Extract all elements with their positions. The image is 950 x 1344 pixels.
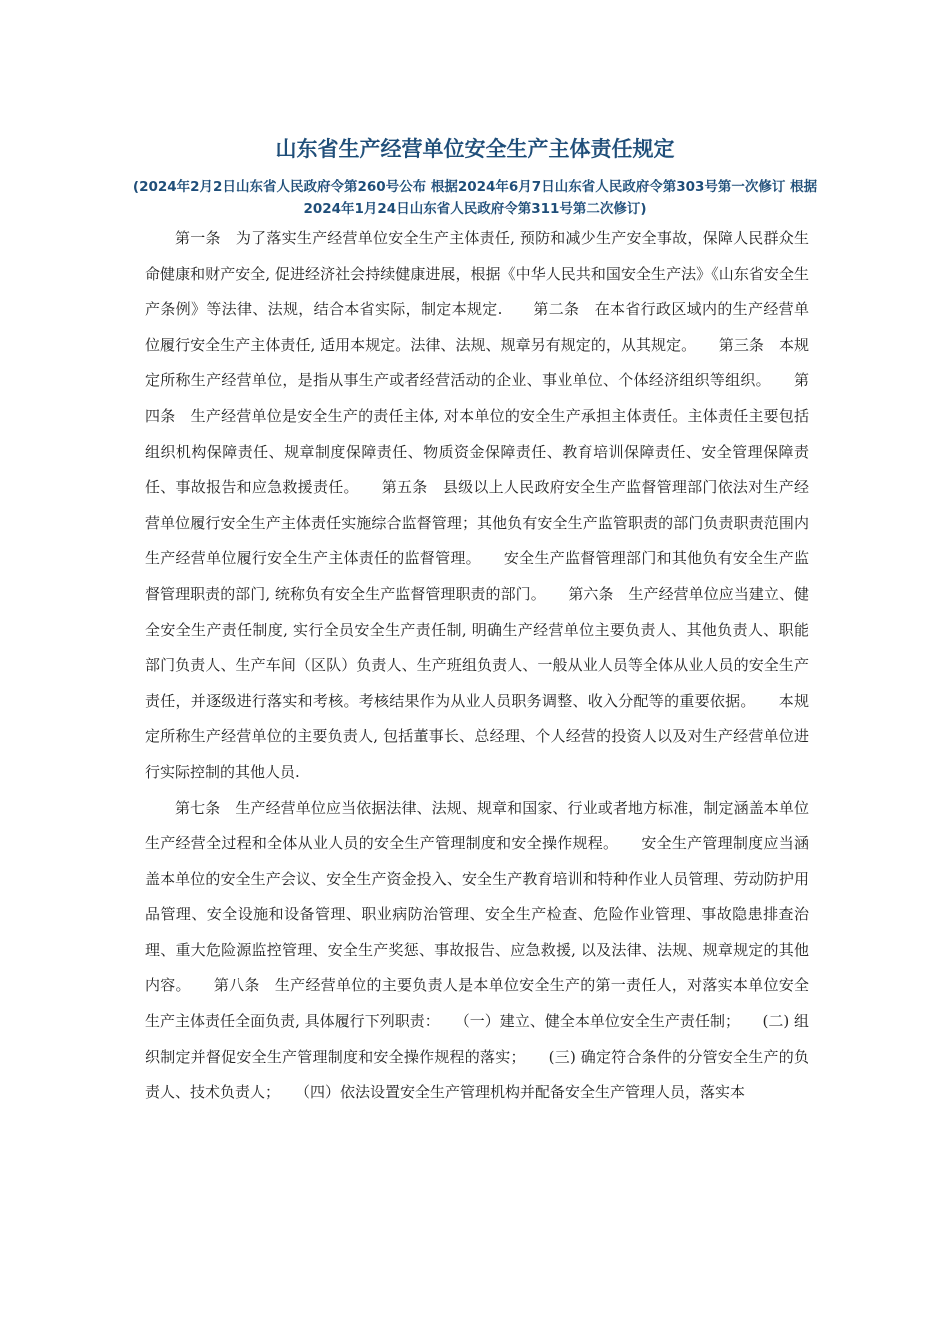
document-subtitle: (2024年2月2日山东省人民政府令第260号公布 根据2024年6月7日山东省人民政府令第303号第一次修订 根据2024年1月24日山东省人民政府令第311号第二次修订) — [132, 179, 818, 217]
body-paragraph-1: 第一条 为了落实生产经营单位安全生产主体责任, 预防和减少生产安全事故，保障人民群众生命健康和财产安全, 促进经济社会持续健康进展，根据《中华人民共和国安全生产法》《山东省安全生产条例》等法律、法规，结合本省实际，制定本规定. 第二条 在本省行政区域内的生产经营单位履行安全生产主体责任, 适用本规定。法律、法规、规章另有规定的，从其规定。 第三条 本规定所称生产经营单位，是指从事生产或者经营活动的企业、事业单位、个体经济组织等组织。 第四条 生产经营单位是安全生产的责任主体, 对本单位的安全生产承担主体责任。主体责任主要包括组织机构保障责任、规章制度保障责任、物质资金保障责任、教育培训保障责任、安全管理保障责任、事故报告和应急救援责任。 第五条 县级以上人民政府安全生产监督管理部门依法对生产经营单位履行安全生产主体责任实施综合监督管理；其他负有安全生产监管职责的部门负责职责范围内生产经营单位履行安全生产主体责任的监督管理。 安全生产监督管理部门和其他负有安全生产监督管理职责的部门, 统称负有安全生产监督管理职责的部门。 第六条 生产经营单位应当建立、健全安全生产责任制度, 实行全员安全生产责任制, 明确生产经营单位主要负责人、其他负责人、职能部门负责人、生产车间（区队）负责人、生产班组负责人、一般从业人员等全体从业人员的安全生产责任，并逐级进行落实和考核。考核结果作为从业人员职务调整、收入分配等的重要依据。 本规定所称生产经营单位的主要负责人, 包括董事长、总经理、个人经营的投资人以及对生产经营单位进行实际控制的其他人员. — [145, 229, 809, 781]
body-paragraph-2: 第七条 生产经营单位应当依据法律、法规、规章和国家、行业或者地方标准，制定涵盖本单位生产经营全过程和全体从业人员的安全生产管理制度和安全操作规程。 安全生产管理制度应当涵盖本单位的安全生产会议、安全生产资金投入、安全生产教育培训和特种作业人员管理、劳动防护用品管理、安全设施和设备管理、职业病防治管理、安全生产检查、危险作业管理、事故隐患排查治理、重大危险源监控管理、安全生产奖惩、事故报告、应急救援, 以及法律、法规、规章规定的其他内容。 第八条 生产经营单位的主要负责人是本单位安全生产的第一责任人，对落实本单位安全生产主体责任全面负责, 具体履行下列职责： （一）建立、健全本单位安全生产责任制； (二) 组织制定并督促安全生产管理制度和安全操作规程的落实； (三) 确定符合条件的分管安全生产的负责人、技术负责人； （四）依法设置安全生产管理机构并配备安全生产管理人员，落实本 — [145, 798, 809, 1102]
document-title: 山东省生产经营单位安全生产主体责任规定 — [275, 137, 675, 161]
document-body — [145, 221, 809, 1111]
